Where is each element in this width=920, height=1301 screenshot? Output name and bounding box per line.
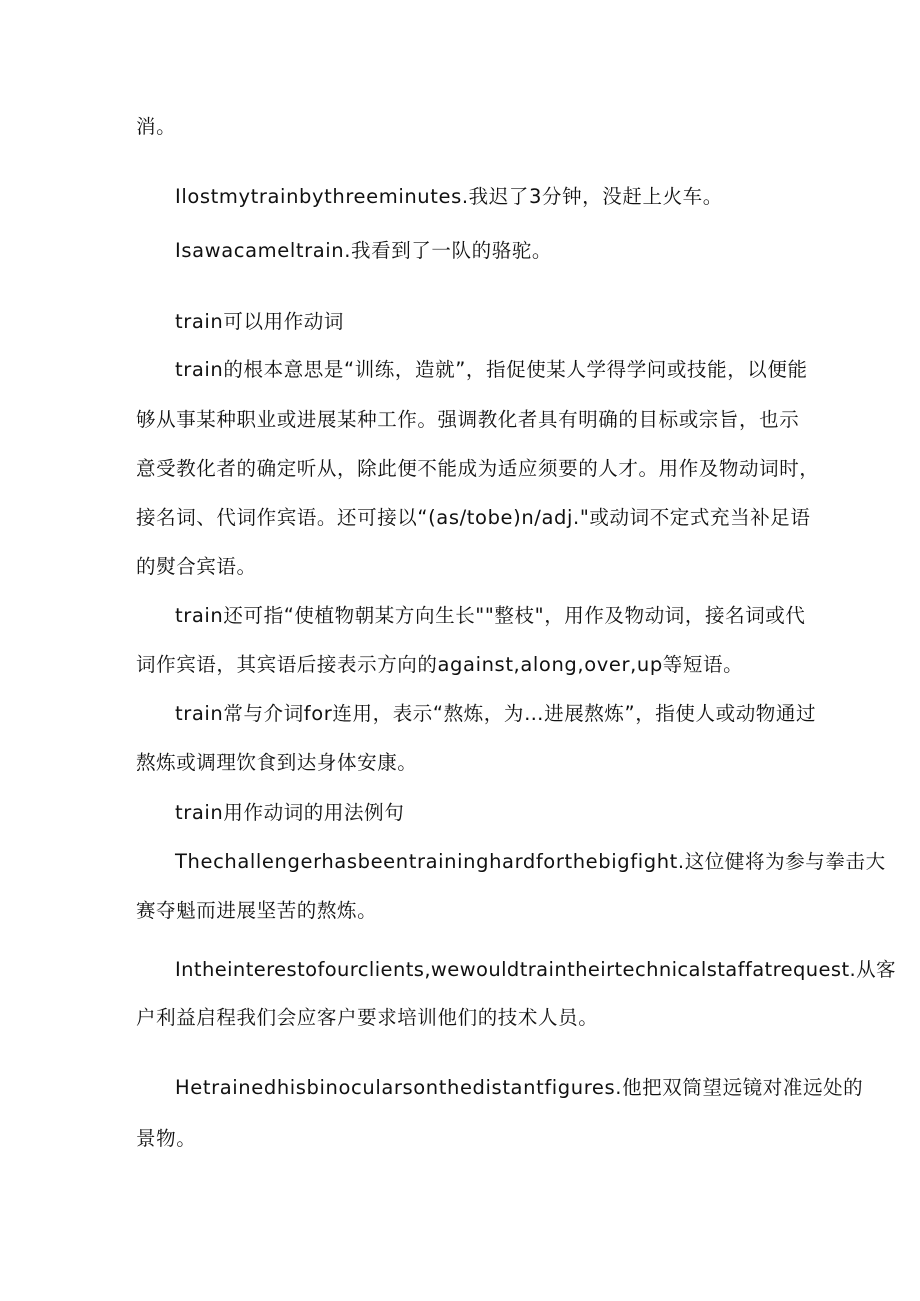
text-line: 够从事某种职业或进展某种工作。强调教化者具有明确的目标或宗旨，也示 (136, 408, 800, 431)
text-line: train还可指“使植物朝某方向生长""整枝"，用作及物动词，接名词或代 (175, 604, 806, 627)
text-line: Ilostmytrainbythreeminutes.我迟了3分钟，没赶上火车。 (175, 185, 723, 208)
section-heading: train用作动词的用法例句 (175, 801, 405, 824)
text-line: train的根本意思是“训练，造就”，指促使某人学得学问或技能，以便能 (175, 358, 808, 381)
text-line: 户利益启程我们会应客户要求培训他们的技术人员。 (136, 1006, 599, 1029)
text-line: 熬炼或调理饮食到达身体安康。 (136, 751, 418, 774)
text-line: 消。 (136, 115, 177, 138)
text-line: 的熨合宾语。 (136, 555, 257, 578)
text-line: 赛夺魁而进展坚苦的熬炼。 (136, 899, 378, 922)
section-heading: train可以用作动词 (175, 310, 344, 333)
text-line: train常与介词for连用，表示“熬炼，为…进展熬炼”，指使人或动物通过 (175, 702, 817, 725)
text-line: Thechallengerhasbeentraininghardforthebigfight.这位健将为参与拳击大 (175, 850, 886, 873)
text-line: 景物。 (136, 1127, 197, 1150)
text-line: 意受教化者的确定听从，除此便不能成为适应须要的人才。用作及物动词时， (136, 457, 820, 480)
text-line: Hetrainedhisbinocularsonthedistantfigures.他把双筒望远镜对准远处的 (175, 1076, 864, 1099)
text-line: 词作宾语，其宾语后接表示方向的against,along,over,up等短语。 (136, 653, 744, 676)
text-line: 接名词、代词作宾语。还可接以“(as/tobe)n∕adj."或动词不定式充当补足语 (136, 506, 811, 529)
text-line: Intheinterestofourclients,wewouldtraintheirtechnicalstaffatrequest.从客 (175, 958, 896, 981)
text-line: Isawacameltrain.我看到了一队的骆驼。 (175, 239, 553, 262)
